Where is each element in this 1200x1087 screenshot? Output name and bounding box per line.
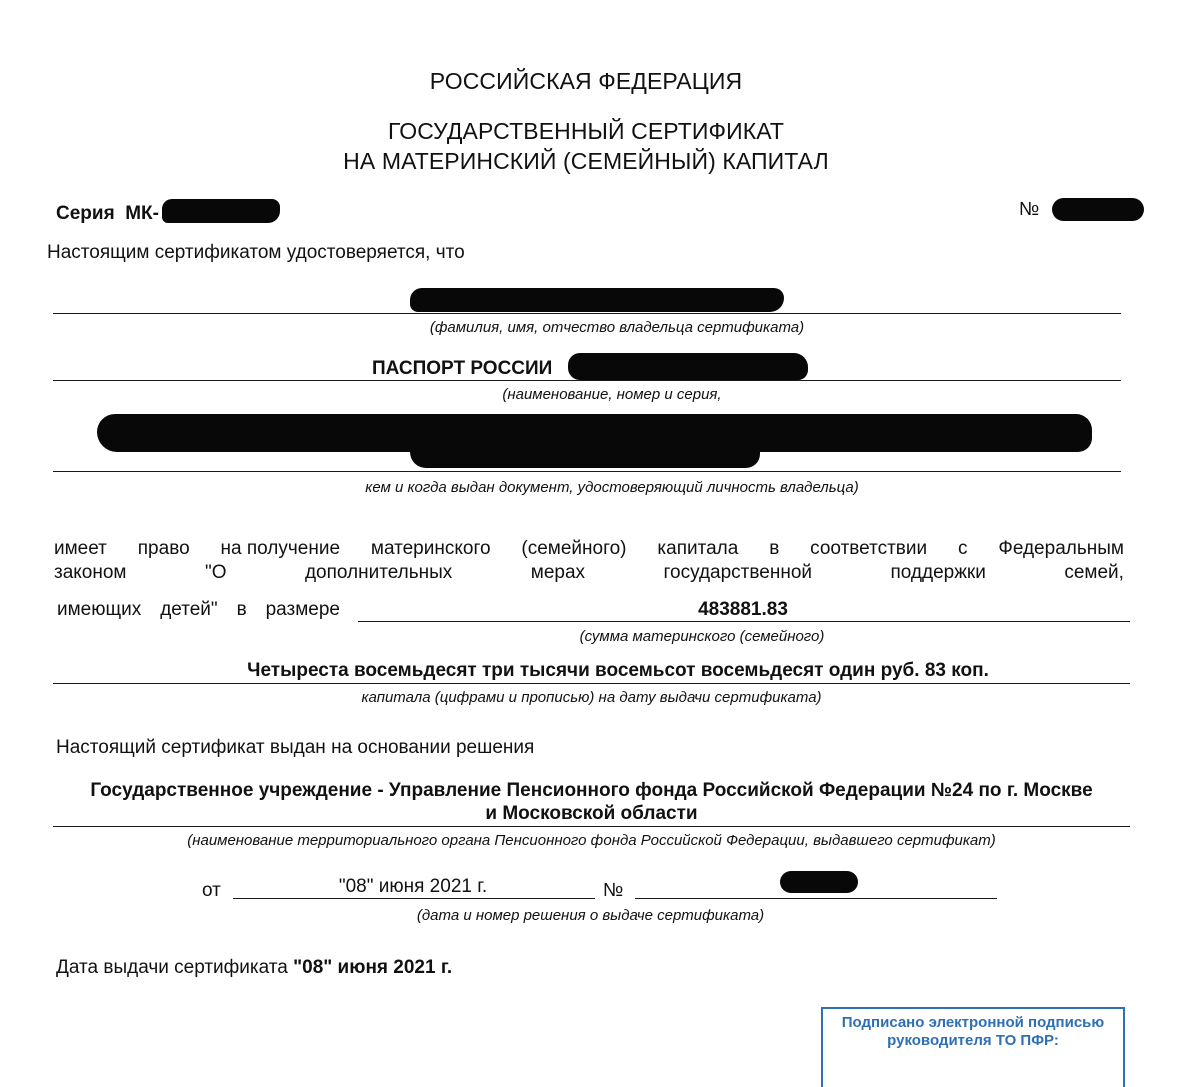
- right-word: в: [769, 538, 780, 559]
- amount-in-words: Четыреста восемьдесят три тысячи восемьсот восемьдесят один руб. 83 коп.: [247, 660, 989, 681]
- right-word: имеющих: [57, 599, 142, 620]
- owner-caption: (фамилия, имя, отчество владельца сертификата): [429, 319, 805, 336]
- issued-by-redaction-part2: [410, 436, 760, 468]
- right-word: законом: [54, 562, 127, 583]
- decision-number-line: [635, 898, 997, 899]
- right-word: материнского: [370, 538, 491, 559]
- decision-caption: (дата и номер решения о выдаче сертификата): [416, 907, 765, 924]
- decision-number-redaction: [780, 871, 858, 893]
- series-prefix: МК-: [125, 203, 159, 224]
- document-caption: (наименование, номер и серия,: [502, 386, 722, 403]
- certificate-number-label: №: [1019, 199, 1040, 220]
- signature-text-line2: руководителя ТО ПФР:: [887, 1032, 1059, 1049]
- series-redaction: [162, 199, 280, 223]
- issue-date-field: [56, 957, 452, 979]
- document-name: ПАСПОРТ РОССИИ: [372, 358, 553, 379]
- issuing-organization-line2: и Московской области: [485, 803, 698, 824]
- decision-date: "08" июня 2021 г.: [338, 876, 488, 897]
- owner-name-redaction: [410, 288, 784, 312]
- document-line: [53, 380, 1121, 381]
- right-word: дополнительных: [304, 562, 453, 583]
- right-word: размере: [265, 599, 340, 620]
- right-word: (семейного): [521, 538, 627, 559]
- signature-text-line1: Подписано электронной подписью: [841, 1014, 1105, 1031]
- amount-words-line: [53, 683, 1130, 684]
- right-word: право: [137, 538, 190, 559]
- right-word: в: [236, 599, 247, 620]
- decision-date-line: [233, 898, 595, 899]
- certificate-title-line2: НА МАТЕРИНСКИЙ (СЕМЕЙНЫЙ) КАПИТАЛ: [343, 148, 829, 174]
- right-word: поддержки: [890, 562, 986, 583]
- right-word: Федеральным: [998, 538, 1124, 559]
- right-text-line1: [54, 538, 1124, 560]
- issue-date-value: "08" июня 2021 г.: [293, 957, 453, 978]
- document-number-redaction: [568, 353, 808, 380]
- issued-by-line: [53, 471, 1121, 472]
- right-word: на получение: [220, 538, 341, 559]
- issue-date-label: Дата выдачи сертификата: [56, 957, 288, 978]
- amount-words-caption: капитала (цифрами и прописью) на дату выдачи сертификата): [361, 689, 822, 706]
- organization-caption: (наименование территориального органа Пенсионного фонда Российской Федерации, выдавшего сертификат): [187, 832, 996, 849]
- right-word: семей,: [1064, 562, 1124, 583]
- basis-intro: Настоящий сертификат выдан на основании решения: [56, 737, 535, 758]
- organization-line: [53, 826, 1130, 827]
- electronic-signature-box: [821, 1007, 1125, 1087]
- right-word: соответствии: [810, 538, 928, 559]
- amount-value: 483881.83: [698, 599, 788, 620]
- number-redaction: [1052, 198, 1144, 221]
- right-word: имеет: [54, 538, 107, 559]
- series-field: [56, 203, 159, 225]
- right-word: "О: [204, 562, 227, 583]
- right-word: детей": [160, 599, 218, 620]
- country-title: РОССИЙСКАЯ ФЕДЕРАЦИЯ: [429, 68, 743, 94]
- right-text-line2: [54, 562, 1124, 584]
- intro-text: Настоящим сертификатом удостоверяется, что: [47, 242, 465, 263]
- series-label: Серия: [56, 203, 115, 224]
- issued-by-caption: кем и когда выдан документ, удостоверяющий личность владельца): [365, 479, 859, 496]
- amount-line: [358, 621, 1130, 622]
- issuing-organization-line1: Государственное учреждение - Управление Пенсионного фонда Российской Федерации №24 по г. Москве: [90, 780, 1093, 801]
- right-word: государственной: [663, 562, 812, 583]
- right-word: с: [958, 538, 968, 559]
- owner-name-line: [53, 313, 1121, 314]
- decision-from-label: от: [202, 880, 221, 901]
- right-word: капитала: [657, 538, 739, 559]
- decision-number-label: №: [603, 880, 624, 901]
- amount-caption: (сумма материнского (семейного): [579, 628, 825, 645]
- right-word: мерах: [530, 562, 586, 583]
- right-text-line3: [57, 599, 340, 621]
- certificate-title-line1: ГОСУДАРСТВЕННЫЙ СЕРТИФИКАТ: [387, 118, 784, 144]
